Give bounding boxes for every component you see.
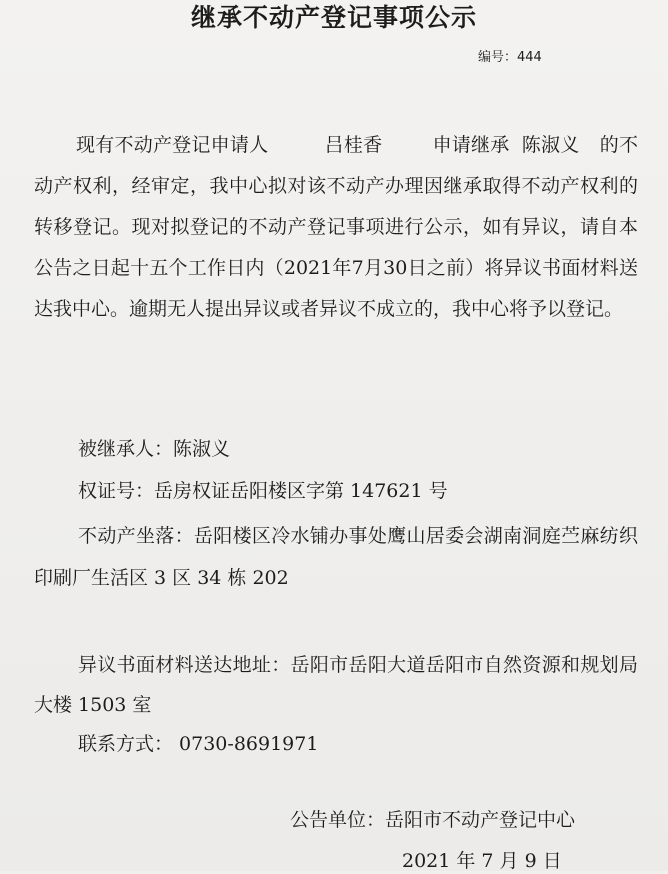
doc-number: 编号：444 bbox=[478, 50, 542, 65]
notice-body-paragraph bbox=[34, 125, 638, 330]
inherit-action: 申请继承 bbox=[432, 134, 510, 156]
property-location: 不动产坐落：岳阳楼区冷水铺办事处鹰山居委会湖南洞庭苎麻纺织印刷厂生活区 3 区 34 栋 202 bbox=[34, 525, 638, 589]
objection-address: 异议书面材料送达地址：岳阳市岳阳大道岳阳市自然资源和规划局大楼 1503 室 bbox=[34, 654, 638, 716]
notice-body-rest: 的不动产权利，经审定，我中心拟对该不动产办理因继承取得不动产权利的转移登记。现对拟登记的不动产登记事项进行公示，如有异议，请自本公告之日起十五个工作日内（2021年7月30日之前）将异议书面材料送达我中心。逾期无人提出异议或者异议不成立的，我中心将予以登记。 bbox=[34, 134, 638, 320]
contact-line: 联系方式： 0730-8691971 bbox=[78, 733, 319, 755]
notice-date: 2021 年 7 月 9 日 bbox=[402, 850, 562, 872]
applicant-lead: 现有不动产登记申请人 bbox=[76, 134, 269, 156]
heir-name-part1: 陈淑 bbox=[521, 134, 561, 156]
certificate-line: 权证号：岳房权证岳阳楼区字第 147621 号 bbox=[78, 480, 448, 502]
issuer-line: 公告单位：岳阳市不动产登记中心 bbox=[290, 809, 576, 831]
heir-name-part2: 义 bbox=[560, 134, 580, 156]
decedent-line: 被继承人：陈淑义 bbox=[78, 438, 231, 460]
applicant-name: 吕桂香 bbox=[324, 134, 383, 156]
notice-title: 继承不动产登记事项公示 bbox=[190, 3, 477, 32]
